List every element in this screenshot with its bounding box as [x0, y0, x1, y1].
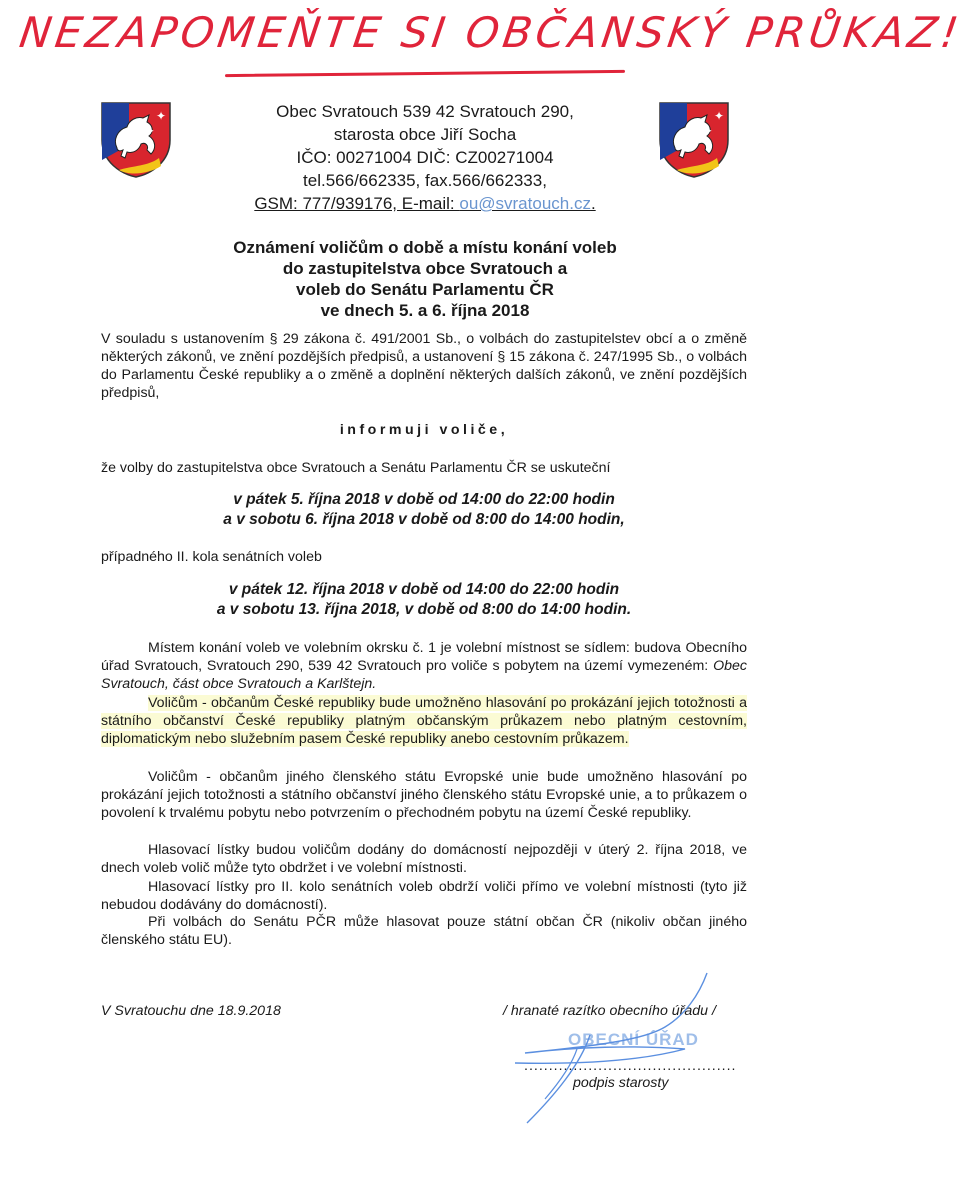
svg-text:✦: ✦ [705, 127, 713, 137]
senate-eligibility-text: Při volbách do Senátu PČR může hlasovat pouze státní občan ČR (nikoliv občan jiného členského státu EU). [101, 914, 747, 948]
letterhead [180, 100, 670, 215]
title-line: Oznámení voličům o době a místu konání voleb [233, 238, 617, 257]
date-line: a v sobotu 13. října 2018, v době od 8:00 do 14:00 hodin. [216, 601, 632, 618]
banner-underline [225, 70, 625, 77]
stamp-label: / hranaté razítko obecního úřadu / [503, 1003, 716, 1019]
letterhead-address: Obec Svratouch 539 42 Svratouch 290, [276, 102, 574, 121]
date-line: v pátek 5. října 2018 v době od 14:00 do 22:00 hodin [233, 491, 615, 508]
second-round-label: případného II. kola senátních voleb [101, 549, 322, 565]
elections-take-place: že volby do zastupitelstva obce Svratouch a Senátu Parlamentu ČR se uskuteční [101, 460, 611, 476]
signature-line: ........................................... [524, 1058, 737, 1074]
email-link[interactable]: ou@svratouch.cz [459, 194, 591, 213]
notice-title [120, 237, 730, 321]
place-and-date: V Svratouchu dne 18.9.2018 [101, 1003, 281, 1019]
polling-area: Obec Svratouch, část obce Svratouch a Karlštejn. [101, 658, 747, 692]
title-line: voleb do Senátu Parlamentu ČR [296, 280, 554, 299]
letterhead-phone: tel.566/662335, fax.566/662333, [303, 171, 547, 190]
eu-citizens-paragraph [101, 768, 747, 822]
second-round-dates [101, 580, 747, 620]
title-line: ve dnech 5. a 6. října 2018 [320, 301, 530, 320]
handwritten-banner: NEZAPOMEŇTE SI OBČANSKÝ PRŮKAZ! [16, 8, 965, 57]
second-round-ballots-paragraph [101, 878, 747, 914]
svg-text:✦: ✦ [147, 127, 155, 137]
election-dates [101, 490, 747, 530]
letterhead-ids: IČO: 00271004 DIČ: CZ00271004 [296, 148, 554, 167]
svg-text:✦: ✦ [714, 109, 725, 123]
polling-place-paragraph [101, 639, 747, 693]
czech-citizens-paragraph [101, 694, 747, 748]
letterhead-mayor: starosta obce Jiří Socha [333, 125, 517, 144]
title-line: do zastupitelstva obce Svratouch a [282, 259, 568, 278]
letterhead-end: . [590, 194, 596, 213]
second-round-ballots-text: Hlasovací lístky pro II. kolo senátních voleb obdrží voliči přímo ve volební místnosti (tyto již nebudou dodávány do domácností). [101, 879, 747, 913]
letterhead-contact [180, 192, 670, 215]
czech-citizens-text: Voličům - občanům České republiky bude umožněno hlasování po prokázání jejich totožnosti a státního občanství České republiky platným občanským průkazem nebo platným cestovním, diplomatickým nebo služebním pasem České republiky anebo cestovním průkazem. [101, 695, 747, 747]
inform-voters: informuji voliče, [339, 422, 509, 438]
date-line: a v sobotu 6. října 2018 v době od 8:00 do 14:00 hodin, [223, 511, 625, 528]
eu-citizens-text: Voličům - občanům jiného členského státu Evropské unie bude umožněno hlasování po prokázání jejich totožnosti a státního občanství jiného členského státu Evropské unie, a to průkazem o povolení k trvalému pobytu nebo potvrzením o přechodném pobytu na území České republiky. [101, 769, 747, 821]
letterhead-gsm: GSM: 777/939176, E-mail: [254, 194, 460, 213]
office-stamp: OBECNÍ ÚŘAD [568, 1030, 699, 1049]
coat-of-arms-icon [99, 100, 173, 178]
senate-eligibility-paragraph [101, 913, 747, 949]
signature-label: podpis starosty [573, 1075, 669, 1091]
intro-paragraph: V souladu s ustanovením § 29 zákona č. 491/2001 Sb., o volbách do zastupitelstev obcí a o změně některých zákonů, ve znění pozdějších předpisů, a ustanovení § 15 zákona č. 247/1995 Sb., o volbách do Parlamentu České republiky a o změně a doplnění některých dalších zákonů, ve znění pozdějších předpisů, [101, 331, 747, 401]
ballots-delivery-paragraph [101, 841, 747, 877]
date-line: v pátek 12. října 2018 v době od 14:00 do 22:00 hodin [228, 581, 620, 598]
signature-scribble [485, 965, 745, 1135]
svg-text:✦: ✦ [156, 109, 167, 123]
polling-place-text: Místem konání voleb ve volebním okrsku č. 1 je volební místnost se sídlem: budova Obecního úřad Svratouch, Svratouch 290, 539 42 Svratouch pro voliče s pobytem na území vymezeném: [101, 640, 747, 674]
ballots-delivery-text: Hlasovací lístky budou voličům dodány do domácností nejpozději v úterý 2. října 2018, ve dnech voleb volič může tyto obdržet i ve volební místnosti. [101, 842, 747, 876]
